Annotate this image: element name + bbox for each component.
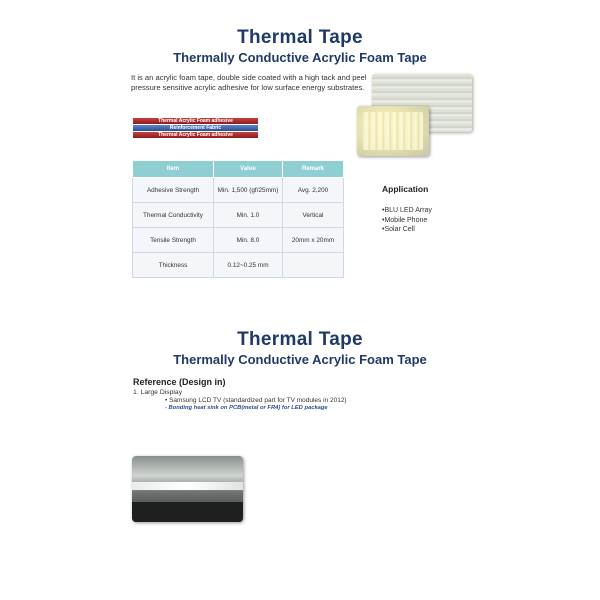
table-cell: Avg. 2,200 (283, 178, 344, 203)
table-row (133, 253, 344, 278)
reference-line-3: - Bonding heat sink on PCB(metal or FR4) for LED package (165, 405, 328, 411)
list-item: •BLU LED Array (382, 207, 432, 214)
table-cell: 0.12~0.25 mm (214, 253, 283, 278)
table-cell (283, 253, 344, 278)
table-cell: Thermal Conductivity (133, 203, 214, 228)
application-title: Application (382, 184, 429, 194)
product-photo-led (357, 106, 429, 156)
table-cell: 20mm x 20mm (283, 228, 344, 253)
table-header-row (133, 161, 344, 178)
table-cell: Adhesive Strength (133, 178, 214, 203)
table-cell: Vertical (283, 203, 344, 228)
page-title: Thermal Tape (237, 27, 363, 48)
layer-bottom-adhesive: Thermal Acrylic Foam adhesive (133, 132, 258, 139)
table-row (133, 228, 344, 253)
list-item: •Mobile Phone (382, 216, 428, 224)
header-value: Value (214, 161, 283, 178)
spec-table (132, 160, 344, 278)
layer-reinforcement: Reinforcement Fabric (133, 125, 258, 132)
product-description: It is an acrylic foam tape, double side coated with a high tack and peel pressure sensitive acrylic adhesive for low surface energy substrates. (131, 73, 367, 92)
header-remark: Remark (283, 161, 344, 178)
application-photo-tv-module (132, 456, 243, 522)
table-cell: Min. 8.0 (214, 228, 283, 253)
reference-line-1: 1. Large Display (133, 389, 183, 396)
layer-top-adhesive: Thermal Acrylic Foam adhesive (133, 118, 258, 125)
layer-structure-diagram (133, 118, 258, 139)
table-cell: Thickness (133, 253, 214, 278)
table-row (133, 178, 344, 203)
table-cell: Tensile Strength (133, 228, 214, 253)
application-list (382, 206, 432, 235)
section2-title: Thermal Tape (237, 329, 363, 350)
list-item: •Solar Cell (382, 226, 415, 233)
table-row (133, 203, 344, 228)
reference-title: Reference (Design in) (133, 377, 226, 387)
table-cell: Min. 1.0 (214, 203, 283, 228)
reference-line-2: • Samsung LCD TV (standardized part for TV modules in 2012) (165, 397, 347, 404)
section2-subtitle: Thermally Conductive Acrylic Foam Tape (173, 352, 427, 367)
table-cell: Min. 1,500 (gf/25mm) (214, 178, 283, 203)
page-subtitle: Thermally Conductive Acrylic Foam Tape (173, 50, 427, 65)
header-item: Item (133, 161, 214, 178)
